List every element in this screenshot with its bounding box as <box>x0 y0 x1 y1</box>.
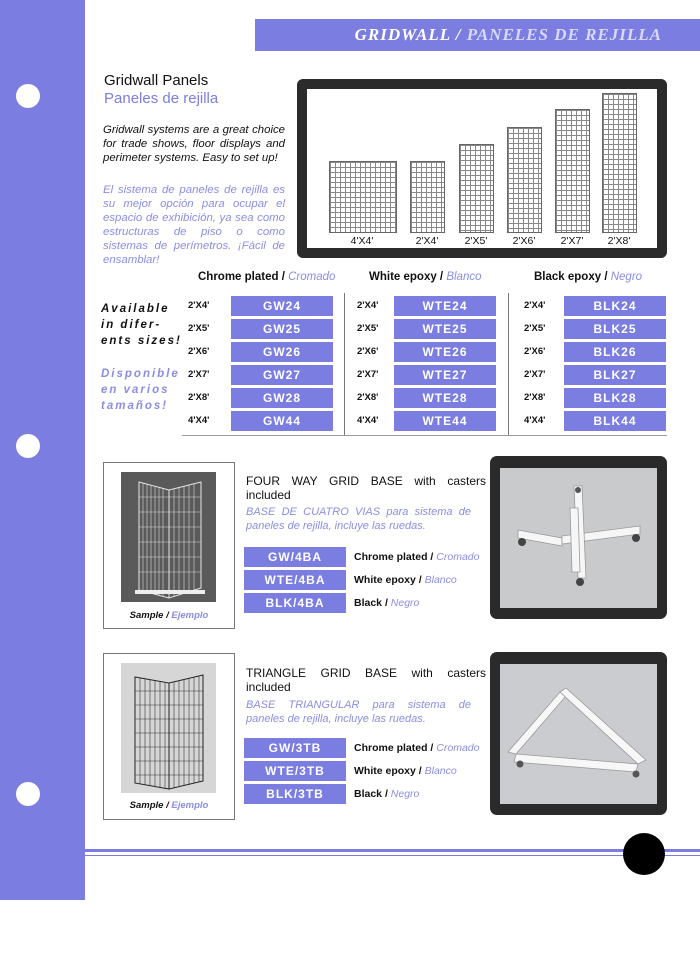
disponible-line: tamaños! <box>101 400 169 412</box>
grid-panel-4x4 <box>329 161 397 233</box>
panel-size-label: 4'X4' <box>350 235 374 247</box>
sample-caption-en: Sample <box>129 800 164 811</box>
triangle-gridwall-image <box>121 663 216 793</box>
four-way-base-image <box>500 468 657 608</box>
sample-caption: Sample / Ejemplo <box>129 800 209 811</box>
product-code: WTE/4BA <box>244 570 346 590</box>
size-label: 2'X7' <box>357 369 379 380</box>
grid-panel-2x7 <box>555 109 590 233</box>
header-title-es: PANELES DE REJILLA <box>466 25 662 44</box>
size-row <box>188 411 338 431</box>
size-label: 2'X8' <box>524 392 546 403</box>
product-code: WTE27 <box>394 365 496 385</box>
sample-photo-four-way <box>121 472 216 602</box>
size-label: 2'X4' <box>357 300 379 311</box>
size-row <box>357 296 507 316</box>
section-heading-es: Paneles de rejilla <box>104 90 219 107</box>
sample-photo-frame <box>103 462 235 629</box>
size-label: 2'X7' <box>524 369 546 380</box>
product-code: WTE/3TB <box>244 761 346 781</box>
product-code: GW44 <box>231 411 333 431</box>
product-variant-desc: Black / Negro <box>354 788 420 800</box>
variant-es: Negro <box>390 788 420 800</box>
panel-size-label: 2'X4' <box>415 235 439 247</box>
product-variant-desc: Chrome plated / Cromado <box>354 742 480 754</box>
product-code: BLK27 <box>564 365 666 385</box>
column-header-black: Black epoxy / Negro <box>534 271 643 283</box>
header-bar <box>255 19 700 51</box>
column-name-en: White epoxy <box>369 271 437 283</box>
product-code: BLK26 <box>564 342 666 362</box>
variant-en: Black <box>354 597 383 609</box>
product-code: GW/3TB <box>244 738 346 758</box>
size-row <box>524 365 674 385</box>
size-row <box>188 319 338 339</box>
size-label: 2'X5' <box>188 323 210 334</box>
size-label: 2'X5' <box>524 323 546 334</box>
column-name-es: Blanco <box>446 271 482 283</box>
variant-en: White epoxy <box>354 765 416 777</box>
size-row <box>357 342 507 362</box>
column-name-es: Cromado <box>288 271 336 283</box>
product-code: GW25 <box>231 319 333 339</box>
product-variant-desc: Black / Negro <box>354 597 420 609</box>
variant-es: Blanco <box>424 765 457 777</box>
product-code: BLK/3TB <box>244 784 346 804</box>
product-code: GW/4BA <box>244 547 346 567</box>
footer-rule <box>85 849 700 852</box>
binder-hole <box>16 782 40 806</box>
four-way-base-photo-inner <box>500 468 657 608</box>
triangle-base-image <box>500 664 657 804</box>
available-sizes-text <box>101 301 182 349</box>
header-title-en: GRIDWALL <box>354 25 451 44</box>
grid-panel-2x8 <box>602 93 637 233</box>
variant-es: Cromado <box>436 551 480 563</box>
product-code: GW26 <box>231 342 333 362</box>
product-subtitle: BASE TRIANGULAR para sistema de paneles de rejilla, incluye las ruedas. <box>246 699 471 725</box>
panel-size-label: 2'X5' <box>464 235 488 247</box>
product-code: GW28 <box>231 388 333 408</box>
product-variant-desc: White epoxy / Blanco <box>354 765 457 777</box>
four-way-gridwall-image <box>121 472 216 602</box>
size-row <box>357 388 507 408</box>
column-divider <box>508 293 509 435</box>
size-label: 2'X6' <box>524 346 546 357</box>
intro-text-en: Gridwall systems are a great choice for trade shows, floor displays and perimeter systems. Easy to set up! <box>103 124 285 164</box>
size-row <box>524 319 674 339</box>
size-label: 4'X4' <box>357 415 379 426</box>
column-name-en: Black epoxy <box>534 271 602 283</box>
sample-photo-triangle <box>121 663 216 793</box>
product-variant-desc: White epoxy / Blanco <box>354 574 457 586</box>
product-code: WTE24 <box>394 296 496 316</box>
grid-panel-2x6 <box>507 127 542 233</box>
panel-size-label: 2'X6' <box>512 235 536 247</box>
product-code: BLK24 <box>564 296 666 316</box>
product-code: BLK44 <box>564 411 666 431</box>
size-label: 2'X8' <box>188 392 210 403</box>
column-name-en: Chrome plated <box>198 271 279 283</box>
header-title <box>355 25 662 45</box>
header-slash: / <box>450 25 467 44</box>
triangle-base-photo-inner <box>500 664 657 804</box>
available-line: ents sizes! <box>101 335 182 347</box>
available-line: Available <box>101 303 170 315</box>
available-line: in difer- <box>101 319 162 331</box>
size-row <box>357 319 507 339</box>
size-label: 2'X6' <box>188 346 210 357</box>
triangle-base-photo <box>490 652 667 815</box>
variant-en: White epoxy <box>354 574 416 586</box>
page-marker-dot <box>623 833 665 875</box>
sample-caption-es: Ejemplo <box>171 610 209 621</box>
disponible-line: en varios <box>101 384 170 396</box>
product-code: BLK25 <box>564 319 666 339</box>
product-code: BLK28 <box>564 388 666 408</box>
size-label: 4'X4' <box>524 415 546 426</box>
grid-panel-2x5 <box>459 144 494 233</box>
product-code: WTE28 <box>394 388 496 408</box>
variant-en: Chrome plated <box>354 742 428 754</box>
size-label: 2'X4' <box>188 300 210 311</box>
size-row <box>188 342 338 362</box>
disponible-line: Disponible <box>101 368 180 380</box>
sample-caption-es: Ejemplo <box>171 800 209 811</box>
panel-size-label: 2'X7' <box>560 235 584 247</box>
size-label: 2'X7' <box>188 369 210 380</box>
grid-panel-2x4 <box>410 161 445 233</box>
panel-sizes-frame <box>307 89 657 248</box>
section-heading-en: Gridwall Panels <box>104 72 209 89</box>
product-title: FOUR WAY GRID BASE with casters included <box>246 474 486 502</box>
product-variant-desc: Chrome plated / Cromado <box>354 551 480 563</box>
product-code: BLK/4BA <box>244 593 346 613</box>
variant-en: Chrome plated <box>354 551 428 563</box>
product-code: WTE44 <box>394 411 496 431</box>
binder-hole <box>16 84 40 108</box>
product-subtitle: BASE DE CUATRO VIAS para sistema de paneles de rejilla, incluye las ruedas. <box>246 506 471 532</box>
binder-hole <box>16 434 40 458</box>
size-label: 2'X5' <box>357 323 379 334</box>
size-label: 4'X4' <box>188 415 210 426</box>
product-code: GW27 <box>231 365 333 385</box>
four-way-base-photo <box>490 456 667 619</box>
product-code: GW24 <box>231 296 333 316</box>
size-row <box>188 365 338 385</box>
variant-es: Blanco <box>424 574 457 586</box>
sample-photo-frame <box>103 653 235 820</box>
size-label: 2'X6' <box>357 346 379 357</box>
variant-es: Cromado <box>436 742 480 754</box>
size-row <box>357 411 507 431</box>
size-row <box>524 411 674 431</box>
size-row <box>524 296 674 316</box>
sample-caption-en: Sample <box>129 610 164 621</box>
variant-es: Negro <box>390 597 420 609</box>
size-label: 2'X8' <box>357 392 379 403</box>
size-row <box>188 388 338 408</box>
column-header-chrome: Chrome plated / Cromado <box>198 271 336 283</box>
side-strip <box>0 0 85 900</box>
product-code: WTE26 <box>394 342 496 362</box>
sample-caption: Sample / Ejemplo <box>129 610 209 621</box>
size-row <box>524 388 674 408</box>
product-code: WTE25 <box>394 319 496 339</box>
column-name-es: Negro <box>610 271 643 283</box>
panel-size-label: 2'X8' <box>607 235 631 247</box>
variant-en: Black <box>354 788 383 800</box>
column-header-white: White epoxy / Blanco <box>369 271 482 283</box>
size-row <box>188 296 338 316</box>
table-bottom-rule <box>182 435 667 436</box>
size-label: 2'X4' <box>524 300 546 311</box>
size-row <box>357 365 507 385</box>
disponible-sizes-text <box>101 366 180 414</box>
intro-text-es: El sistema de paneles de rejilla es su mejor opción para ocupar el espacio de exhibición, ya sea como estructuras de piso o como sistemas de perímetros. ¡Fácil de ensamblar! <box>103 184 285 266</box>
product-title: TRIANGLE GRID BASE with casters included <box>246 666 486 694</box>
panel-sizes-illustration <box>297 79 667 258</box>
size-row <box>524 342 674 362</box>
footer-rule-thin <box>85 855 700 856</box>
column-divider <box>344 293 345 435</box>
